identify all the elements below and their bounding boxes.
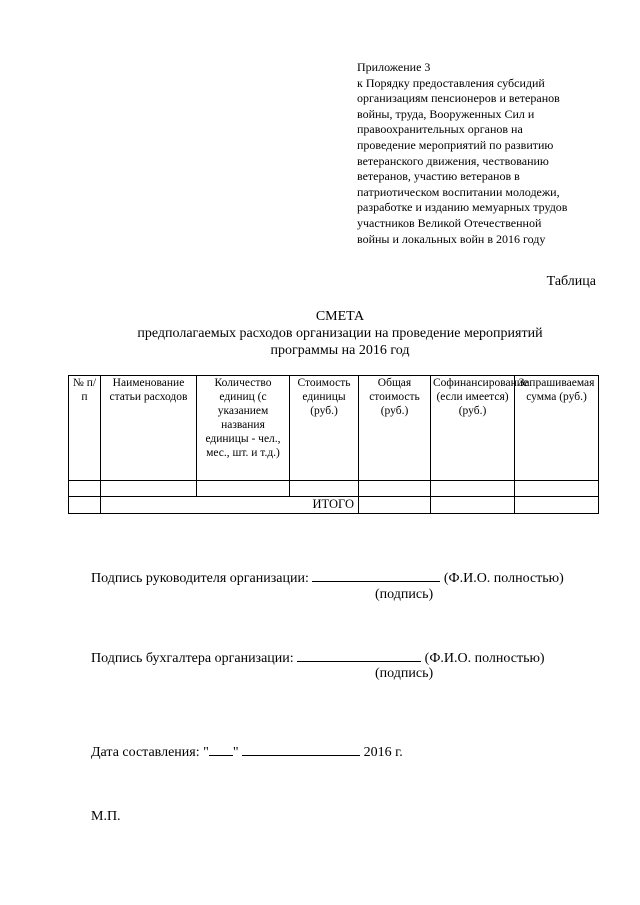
- col-header-quantity: Количество единиц (с указанием названия единицы - чел., мес., шт. и т.д.): [197, 376, 290, 481]
- head-signature-suffix: (Ф.И.О. полностью): [443, 571, 564, 586]
- table-header-row: [69, 376, 599, 481]
- appendix-line: организациям пенсионеров и ветеранов: [357, 91, 560, 106]
- table-cell: [431, 481, 515, 497]
- table-cell: [359, 481, 431, 497]
- date-line: [91, 741, 403, 762]
- appendix-line: проведение мероприятий по развитию: [357, 137, 554, 152]
- col-header-number: № п/п: [69, 376, 101, 481]
- accountant-signature-label: Подпись бухгалтера организации:: [91, 651, 294, 666]
- stamp-place: М.П.: [91, 809, 121, 824]
- date-label: Дата составления: ": [91, 745, 209, 760]
- col-header-requested: Запрашиваемая сумма (руб.): [515, 376, 599, 481]
- col-header-total-cost: Общая стоимость (руб.): [359, 376, 431, 481]
- table-label: Таблица: [546, 274, 596, 289]
- accountant-signature-caption: (подпись): [375, 666, 434, 681]
- table-cell: [69, 497, 101, 514]
- document-title: [90, 308, 590, 359]
- title-main: СМЕТА: [315, 309, 365, 324]
- date-quote: ": [232, 745, 239, 760]
- head-signature-caption: (подпись): [375, 587, 434, 602]
- title-subtitle: предполагаемых расходов организации на проведение мероприятий: [137, 326, 543, 341]
- appendix-line: Приложение 3: [357, 60, 431, 74]
- appendix-line: ветеранского движения, чествованию: [357, 153, 549, 168]
- table-cell: [290, 481, 359, 497]
- table-cell: [69, 481, 101, 497]
- appendix-line: патриотическом воспитании молодежи,: [357, 184, 560, 199]
- total-label: ИТОГО: [101, 497, 359, 514]
- table-cell: [359, 497, 431, 514]
- appendix-line: ветеранов, участию ветеранов в: [357, 169, 520, 184]
- table-cell: [515, 497, 599, 514]
- accountant-signature-blank[interactable]: [297, 647, 421, 662]
- accountant-signature-line: [91, 647, 545, 668]
- head-signature-label: Подпись руководителя организации:: [91, 571, 309, 586]
- appendix-line: войны, труда, Вооруженных Сил и: [357, 106, 535, 121]
- table-cell: [101, 481, 197, 497]
- accountant-signature-suffix: (Ф.И.О. полностью): [424, 651, 545, 666]
- appendix-line: участников Великой Отечественной: [357, 215, 542, 230]
- col-header-unit-cost: Стоимость единицы (руб.): [290, 376, 359, 481]
- table-cell: [431, 497, 515, 514]
- table-row: [69, 481, 599, 497]
- table-cell: [515, 481, 599, 497]
- head-signature-line: [91, 567, 564, 588]
- date-month-blank[interactable]: [242, 741, 360, 756]
- table-total-row: [69, 497, 599, 514]
- appendix-line: к Порядку предоставления субсидий: [357, 75, 545, 90]
- head-signature-blank[interactable]: [312, 567, 440, 582]
- col-header-cofinancing: Софинансирование (если имеется) (руб.): [431, 376, 515, 481]
- date-year: 2016 г.: [363, 745, 403, 760]
- title-subtitle-2: программы на 2016 год: [270, 343, 410, 358]
- appendix-line: разработке и изданию мемуарных трудов: [357, 200, 568, 215]
- date-day-blank[interactable]: [209, 741, 233, 756]
- appendix-block: [357, 60, 627, 247]
- table-cell: [197, 481, 290, 497]
- estimate-table: [68, 375, 599, 514]
- appendix-line: войны и локальных войн в 2016 году: [357, 231, 546, 246]
- col-header-item: Наименование статьи расходов: [101, 376, 197, 481]
- appendix-line: правоохранительных органов на: [357, 122, 523, 137]
